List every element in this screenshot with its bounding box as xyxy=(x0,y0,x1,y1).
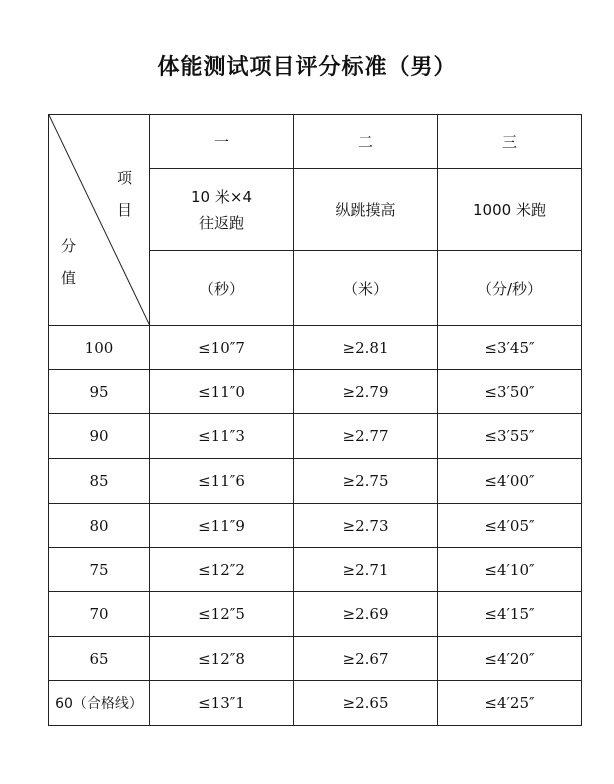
run-1000m-cell: ≤3′50″ xyxy=(438,370,582,414)
corner-item-label-1: 项 xyxy=(117,169,133,187)
score-cell: 90 xyxy=(49,414,150,459)
run-1000m-cell: ≤4′25″ xyxy=(438,681,582,726)
header-index-row xyxy=(49,115,582,169)
run-1000m-cell: ≤4′00″ xyxy=(438,459,582,504)
shuttle-run-cell: ≤12″2 xyxy=(150,548,294,592)
column-unit-1: （秒） xyxy=(150,251,294,326)
vertical-jump-cell: ≥2.71 xyxy=(294,548,438,592)
table-row xyxy=(49,459,582,504)
column-name-3: 1000 米跑 xyxy=(438,169,582,251)
table-row xyxy=(49,504,582,548)
corner-item-label-2: 目 xyxy=(117,201,133,219)
shuttle-run-cell: ≤12″8 xyxy=(150,637,294,681)
score-cell: 85 xyxy=(49,459,150,504)
shuttle-run-cell: ≤11″9 xyxy=(150,504,294,548)
score-cell: 80 xyxy=(49,504,150,548)
table-row xyxy=(49,414,582,459)
vertical-jump-cell: ≥2.79 xyxy=(294,370,438,414)
corner-diagonal-line xyxy=(49,115,150,326)
column-name-2: 纵跳摸高 xyxy=(294,169,438,251)
table-row xyxy=(49,637,582,681)
vertical-jump-cell: ≥2.65 xyxy=(294,681,438,726)
score-cell: 65 xyxy=(49,637,150,681)
shuttle-run-cell: ≤11″6 xyxy=(150,459,294,504)
score-cell: 75 xyxy=(49,548,150,592)
score-cell: 70 xyxy=(49,592,150,637)
shuttle-run-cell: ≤13″1 xyxy=(150,681,294,726)
column-unit-2: （米） xyxy=(294,251,438,326)
scoring-table xyxy=(48,114,582,726)
corner-score-label-1: 分 xyxy=(61,237,77,255)
column-index-1: 一 xyxy=(150,115,294,169)
table-row xyxy=(49,326,582,370)
page-title: 体能测试项目评分标准（男） xyxy=(157,55,457,80)
corner-header-cell xyxy=(49,115,150,326)
vertical-jump-cell: ≥2.73 xyxy=(294,504,438,548)
vertical-jump-cell: ≥2.69 xyxy=(294,592,438,637)
score-cell: 100 xyxy=(49,326,150,370)
shuttle-run-cell: ≤11″3 xyxy=(150,414,294,459)
column-index-2: 二 xyxy=(294,115,438,169)
shuttle-run-cell: ≤12″5 xyxy=(150,592,294,637)
column-name-1-line2: 往返跑 xyxy=(198,213,244,232)
column-index-3: 三 xyxy=(438,115,582,169)
table-row xyxy=(49,592,582,637)
column-name-1-line1: 10 米×4 xyxy=(191,187,252,206)
column-name-1 xyxy=(150,169,294,251)
shuttle-run-cell: ≤11″0 xyxy=(150,370,294,414)
column-unit-3: （分/秒） xyxy=(438,251,582,326)
score-cell: 95 xyxy=(49,370,150,414)
run-1000m-cell: ≤3′45″ xyxy=(438,326,582,370)
run-1000m-cell: ≤4′05″ xyxy=(438,504,582,548)
run-1000m-cell: ≤4′15″ xyxy=(438,592,582,637)
vertical-jump-cell: ≥2.75 xyxy=(294,459,438,504)
score-cell: 60（合格线） xyxy=(49,681,150,726)
vertical-jump-cell: ≥2.77 xyxy=(294,414,438,459)
run-1000m-cell: ≤4′10″ xyxy=(438,548,582,592)
shuttle-run-cell: ≤10″7 xyxy=(150,326,294,370)
table-row xyxy=(49,548,582,592)
table-row xyxy=(49,370,582,414)
corner-score-label-2: 值 xyxy=(61,269,77,287)
vertical-jump-cell: ≥2.81 xyxy=(294,326,438,370)
vertical-jump-cell: ≥2.67 xyxy=(294,637,438,681)
run-1000m-cell: ≤3′55″ xyxy=(438,414,582,459)
run-1000m-cell: ≤4′20″ xyxy=(438,637,582,681)
table-row xyxy=(49,681,582,726)
